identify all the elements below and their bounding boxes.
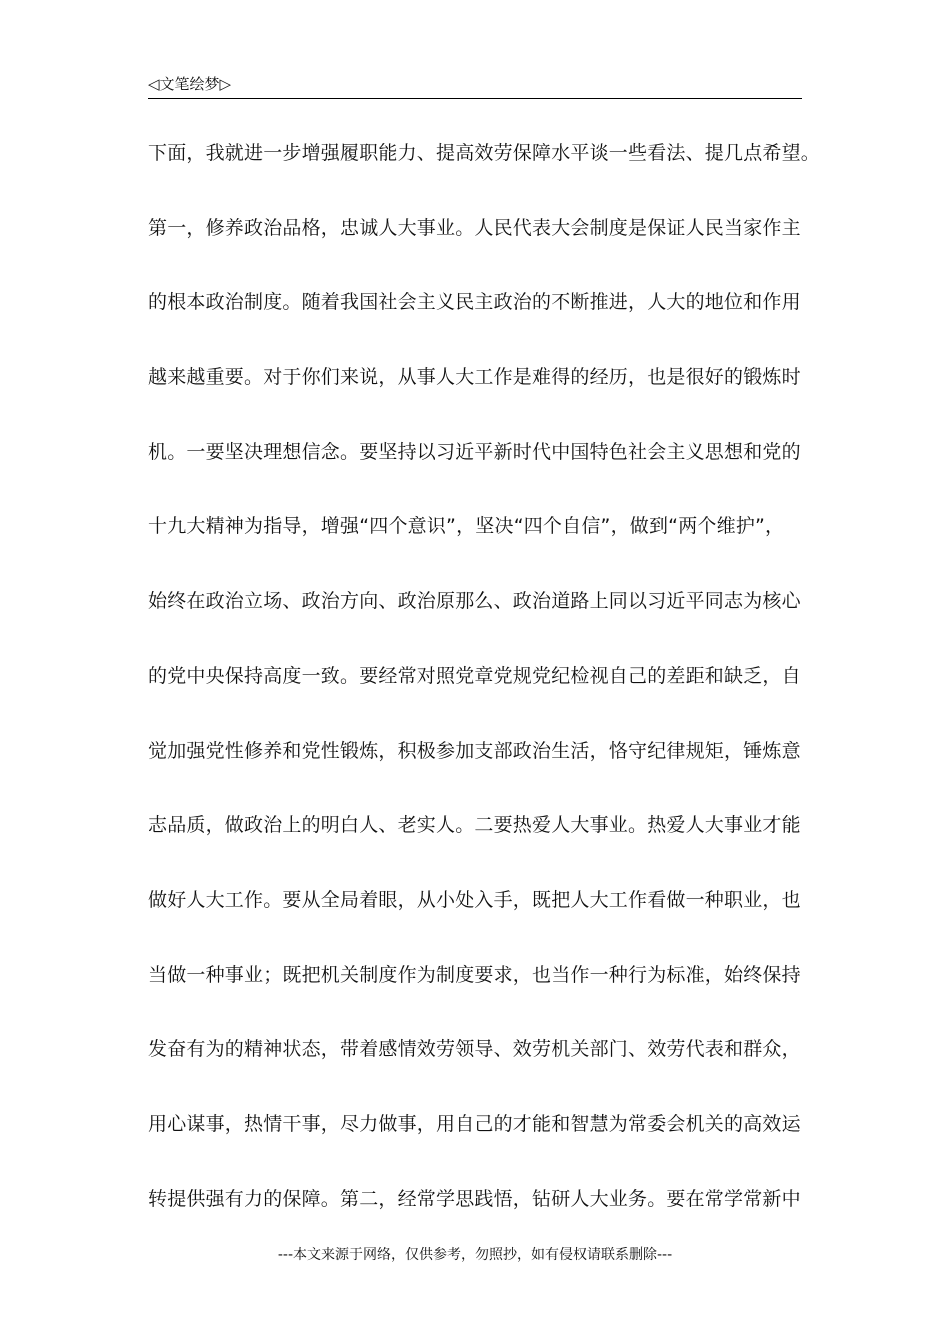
text-line: 第一，修养政治品格，忠诚人大事业。人民代表大会制度是保证人民当家作主	[148, 216, 801, 239]
page-footer: ---本文来源于网络，仅供参考，勿照抄，如有侵权请联系删除---	[277, 1247, 673, 1263]
page-header	[148, 72, 802, 99]
text-line: 发奋有为的精神状态，带着感情效劳领导、效劳机关部门、效劳代表和群众，	[148, 1038, 801, 1061]
text-line: 用心谋事，热情干事，尽力做事，用自己的才能和智慧为常委会机关的高效运	[148, 1112, 801, 1135]
text-line: 做好人大工作。要从全局着眼，从小处入手，既把人大工作看做一种职业，也	[148, 888, 801, 911]
text-line: 机。一要坚决理想信念。要坚持以习近平新时代中国特色社会主义思想和党的	[148, 440, 801, 463]
text-line: 始终在政治立场、政治方向、政治原那么、政治道路上同以习近平同志为核心	[148, 590, 801, 613]
text-line: 下面，我就进一步增强履职能力、提高效劳保障水平谈一些看法、提几点希望。	[148, 142, 821, 164]
text-line: 转提供强有力的保障。第二，经常学思践悟，钻研人大业务。要在常学常新中	[148, 1187, 801, 1210]
document-body	[148, 133, 848, 1253]
text-line: 觉加强党性修养和党性锻炼，积极参加支部政治生活，恪守纪律规矩，锤炼意	[148, 739, 801, 762]
text-line: 的党中央保持高度一致。要经常对照党章党规党纪检视自己的差距和缺乏，自	[148, 664, 801, 687]
text-line: 的根本政治制度。随着我国社会主义民主政治的不断推进，人大的地位和作用	[148, 291, 801, 314]
text-line: 志品质，做政治上的明白人、老实人。二要热爱人大事业。热爱人大事业才能	[148, 814, 801, 837]
text-line: 越来越重要。对于你们来说，从事人大工作是难得的经历，也是很好的锻炼时	[148, 366, 801, 389]
header-title: ◁文笔绘梦▷	[148, 75, 232, 93]
text-line: 十九大精神为指导，增强“四个意识”，坚决“四个自信”，做到“两个维护”，	[148, 515, 785, 538]
text-line: 当做一种事业；既把机关制度作为制度要求，也当作一种行为标准，始终保持	[148, 963, 801, 986]
